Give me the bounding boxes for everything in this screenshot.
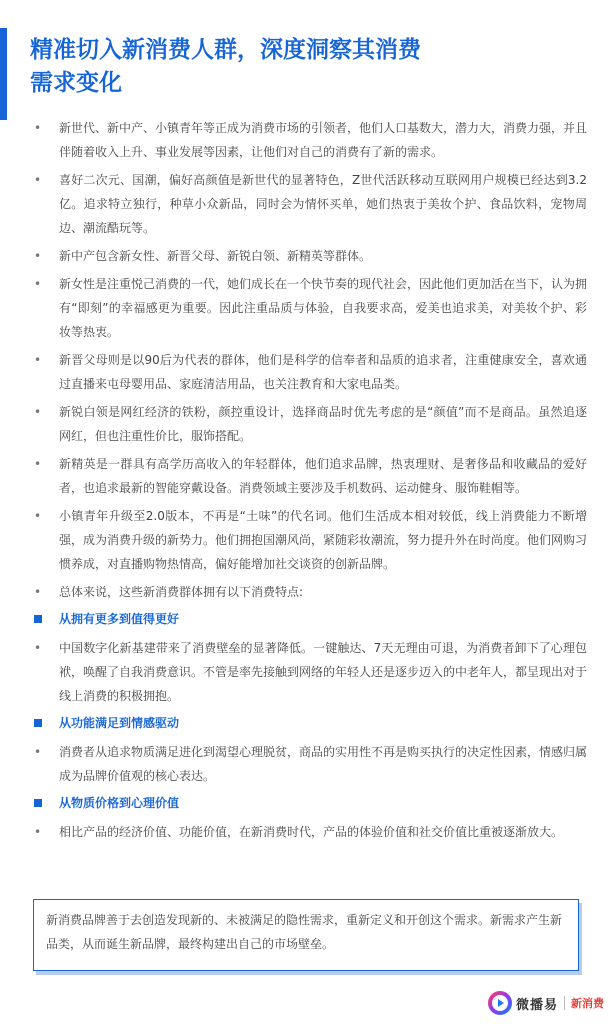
subheading-2-text: 从功能满足到情感驱动: [59, 716, 180, 730]
bullet-item: [32, 168, 587, 240]
brand-name-secondary: 新消费: [571, 997, 605, 1010]
square-bullet-icon: [34, 719, 42, 727]
bullet-item-text: 喜好二次元、国潮，偏好高颜值是新世代的显著特色，Z世代活跃移动互联网用户规模已经达到3.2亿。追求特立独行，种草小众新品，同时会为情怀买单，她们热衷于美妆个护、食品饮料，宠物周边、潮流酷玩等。: [59, 173, 587, 235]
bullet-dot-icon: •: [34, 585, 42, 599]
page-title: [30, 34, 590, 100]
subheading-1-list: [32, 636, 587, 708]
main-content: [32, 116, 587, 848]
bullet-dot-icon: •: [34, 641, 42, 655]
summary-box: [33, 899, 579, 971]
bullet-dot-icon: •: [34, 745, 42, 759]
subheading-2-list: [32, 740, 587, 788]
square-bullet-icon: [34, 615, 42, 623]
bullet-item: [32, 400, 587, 448]
footer-logo: [488, 990, 604, 1016]
subheading-2: [32, 712, 587, 734]
bullet-item: [32, 636, 587, 708]
bullet-item: [32, 580, 587, 604]
bullet-item-text: 新世代、新中产、小镇青年等正成为消费市场的引领者，他们人口基数大，潜力大，消费力强，并且伴随着收入上升、事业发展等因素，让他们对自己的消费有了新的需求。: [59, 121, 588, 159]
bullet-item: [32, 504, 587, 576]
bullet-item: [32, 820, 587, 844]
bullet-item-text: 相比产品的经济价值、功能价值，在新消费时代，产品的体验价值和社交价值比重被逐渐放大。: [59, 825, 564, 839]
bullet-item: [32, 348, 587, 396]
brand-name: 微播易: [516, 997, 559, 1013]
bullet-dot-icon: •: [34, 249, 42, 263]
bullet-dot-icon: •: [34, 405, 42, 419]
brand-logo-icon: [488, 991, 512, 1015]
intro-bullet-list: [32, 116, 587, 604]
bullet-item-text: 新中产包含新女性、新晋父母、新锐白领、新精英等群体。: [59, 249, 372, 263]
summary-text: 新消费品牌善于去创造发现新的、未被满足的隐性需求，重新定义和开创这个需求。新需求产生新品类，从而诞生新品牌，最终构建出自己的市场壁垒。: [46, 913, 563, 951]
bullet-dot-icon: •: [34, 457, 42, 471]
bullet-item: [32, 116, 587, 164]
bullet-item-text: 中国数字化新基建带来了消费壁垒的显著降低。一键触达、7天无理由可退，为消费者卸下了心理包袱，唤醒了自我消费意识。不管是率先接触到网络的年轻人还是逐步迈入的中老年人，都呈现出对于线上消费的积极拥抱。: [59, 641, 588, 703]
bullet-dot-icon: •: [34, 277, 42, 291]
title-accent-bar: [0, 28, 7, 120]
bullet-item-text: 新精英是一群具有高学历高收入的年轻群体，他们追求品牌，热衷理财、是奢侈品和收藏品的爱好者，也追求最新的智能穿戴设备。消费领域主要涉及手机数码、运动健身、服饰鞋帽等。: [59, 457, 587, 495]
bullet-item-text: 小镇青年升级至2.0版本，不再是“土味”的代名词。他们生活成本相对较低，线上消费能力不断增强，成为消费升级的新势力。他们拥抱国潮风尚，紧随彩妆潮流，努力提升外在时尚度。他们网购习惯养成，对直播购物热情高，偏好能增加社交谈资的创新品牌。: [59, 509, 588, 571]
bullet-item-text: 消费者从追求物质满足进化到渴望心理脱贫，商品的实用性不再是购买执行的决定性因素，情感归属成为品牌价值观的核心表达。: [59, 745, 588, 783]
square-bullet-icon: [34, 799, 42, 807]
bullet-dot-icon: •: [34, 825, 42, 839]
bullet-item: [32, 244, 587, 268]
bullet-dot-icon: •: [34, 121, 42, 135]
bullet-dot-icon: •: [34, 509, 42, 523]
page-title-line-1: 精准切入新消费人群，深度洞察其消费: [30, 37, 421, 63]
bullet-item: [32, 452, 587, 500]
bullet-item-text: 新锐白领是网红经济的铁粉，颜控重设计，选择商品时优先考虑的是“颜值”而不是商品。虽然追逐网红，但也注重性价比，服饰搭配。: [59, 405, 587, 443]
subheading-3: [32, 792, 587, 814]
bullet-item-text: 新晋父母则是以90后为代表的群体，他们是科学的信奉者和品质的追求者，注重健康安全，喜欢通过直播来屯母婴用品、家庭清洁用品，也关注教育和大家电品类。: [59, 353, 587, 391]
footer-divider: [564, 996, 565, 1010]
bullet-dot-icon: •: [34, 353, 42, 367]
page-title-line-2: 需求变化: [30, 70, 122, 96]
bullet-item-text: 新女性是注重悦己消费的一代，她们成长在一个快节奏的现代社会，因此他们更加活在当下，认为拥有“即刻”的幸福感更为重要。因此注重品质与体验，自我要求高，爱美也追求美，对美妆个护、彩妆等热衷。: [59, 277, 588, 339]
subheading-3-text: 从物质价格到心理价值: [59, 796, 180, 810]
subheading-1-text: 从拥有更多到值得更好: [59, 612, 180, 626]
bullet-dot-icon: •: [34, 173, 42, 187]
bullet-item: [32, 740, 587, 788]
subheading-3-list: [32, 820, 587, 844]
subheading-1: [32, 608, 587, 630]
bullet-item-text: 总体来说，这些新消费群体拥有以下消费特点:: [59, 585, 304, 599]
bullet-item: [32, 272, 587, 344]
